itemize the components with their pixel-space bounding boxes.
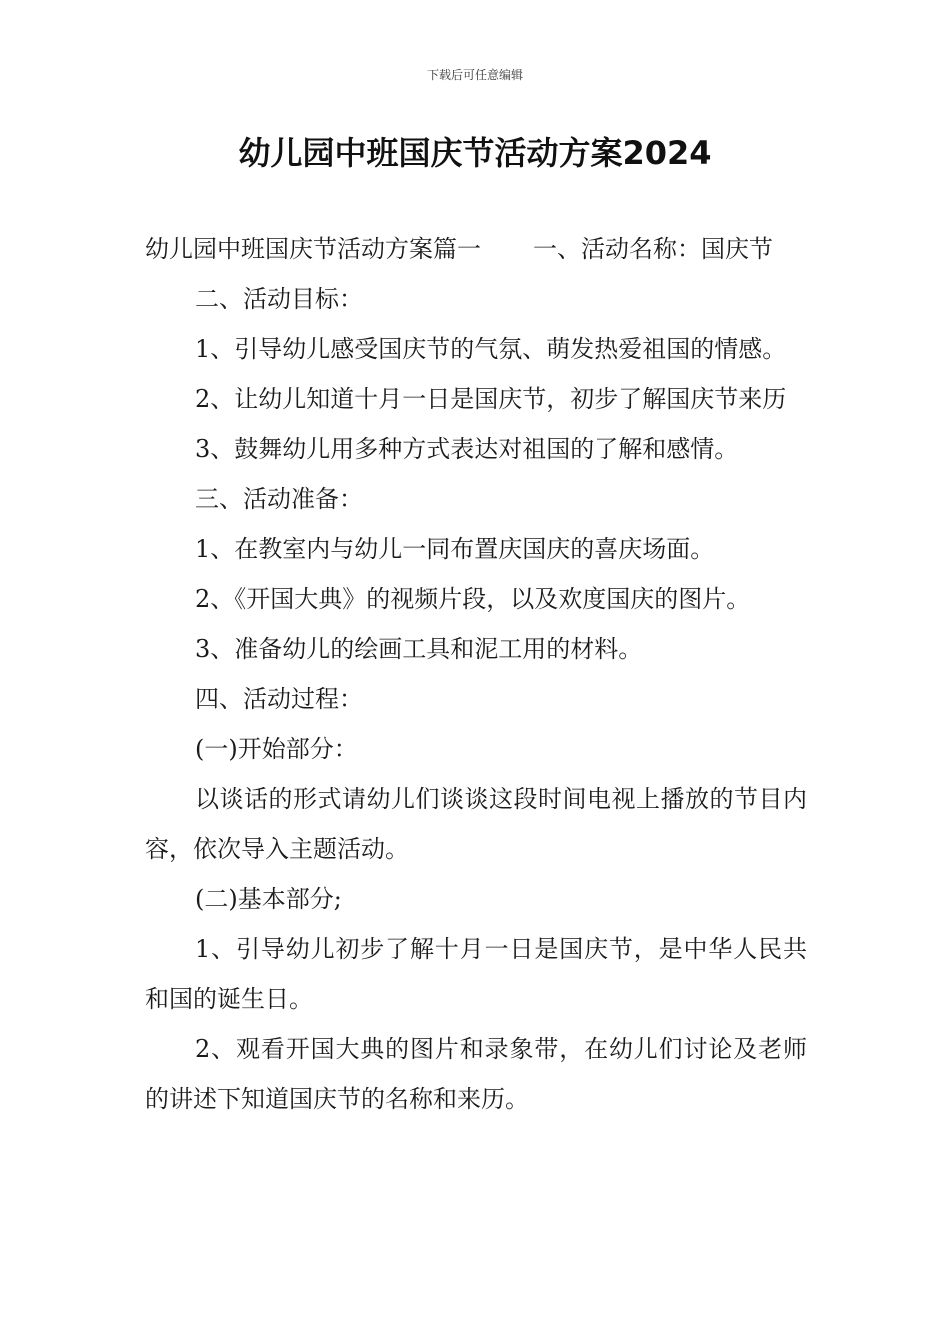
document-body <box>145 224 807 1124</box>
paragraph: 以谈话的形式请幼儿们谈谈这段时间电视上播放的节目内容，依次导入主题活动。 <box>145 785 807 863</box>
paragraph: 三、活动准备： <box>195 485 363 513</box>
paragraph: 2、让幼儿知道十月一日是国庆节，初步了解国庆节来历 <box>195 385 787 413</box>
paragraph: 1、在教室内与幼儿一同布置庆国庆的喜庆场面。 <box>195 535 715 563</box>
paragraph: 四、活动过程： <box>195 685 363 713</box>
paragraph: 二、活动目标： <box>195 285 363 313</box>
paragraph: 2、《开国大典》的视频片段，以及欢度国庆的图片。 <box>195 585 751 613</box>
paragraph: 3、鼓舞幼儿用多种方式表达对祖国的了解和感情。 <box>195 435 739 463</box>
activity-name: 一、活动名称：国庆节 <box>533 235 773 263</box>
section-heading: 幼儿园中班国庆节活动方案篇一 <box>145 235 481 263</box>
intro-paragraph <box>145 224 807 274</box>
paragraph: 1、引导幼儿初步了解十月一日是国庆节，是中华人民共和国的诞生日。 <box>145 935 807 1013</box>
paragraph: 2、观看开国大典的图片和录象带，在幼儿们讨论及老师的讲述下知道国庆节的名称和来历。 <box>145 1035 807 1113</box>
header-note: 下载后可任意编辑 <box>426 68 523 82</box>
paragraph: (一)开始部分： <box>195 735 358 763</box>
document-title: 幼儿园中班国庆节活动方案2024 <box>238 134 712 172</box>
paragraph: 1、引导幼儿感受国庆节的气氛、萌发热爱祖国的情感。 <box>195 335 787 363</box>
paragraph: (二)基本部分; <box>195 885 342 913</box>
paragraph: 3、准备幼儿的绘画工具和泥工用的材料。 <box>195 635 643 663</box>
